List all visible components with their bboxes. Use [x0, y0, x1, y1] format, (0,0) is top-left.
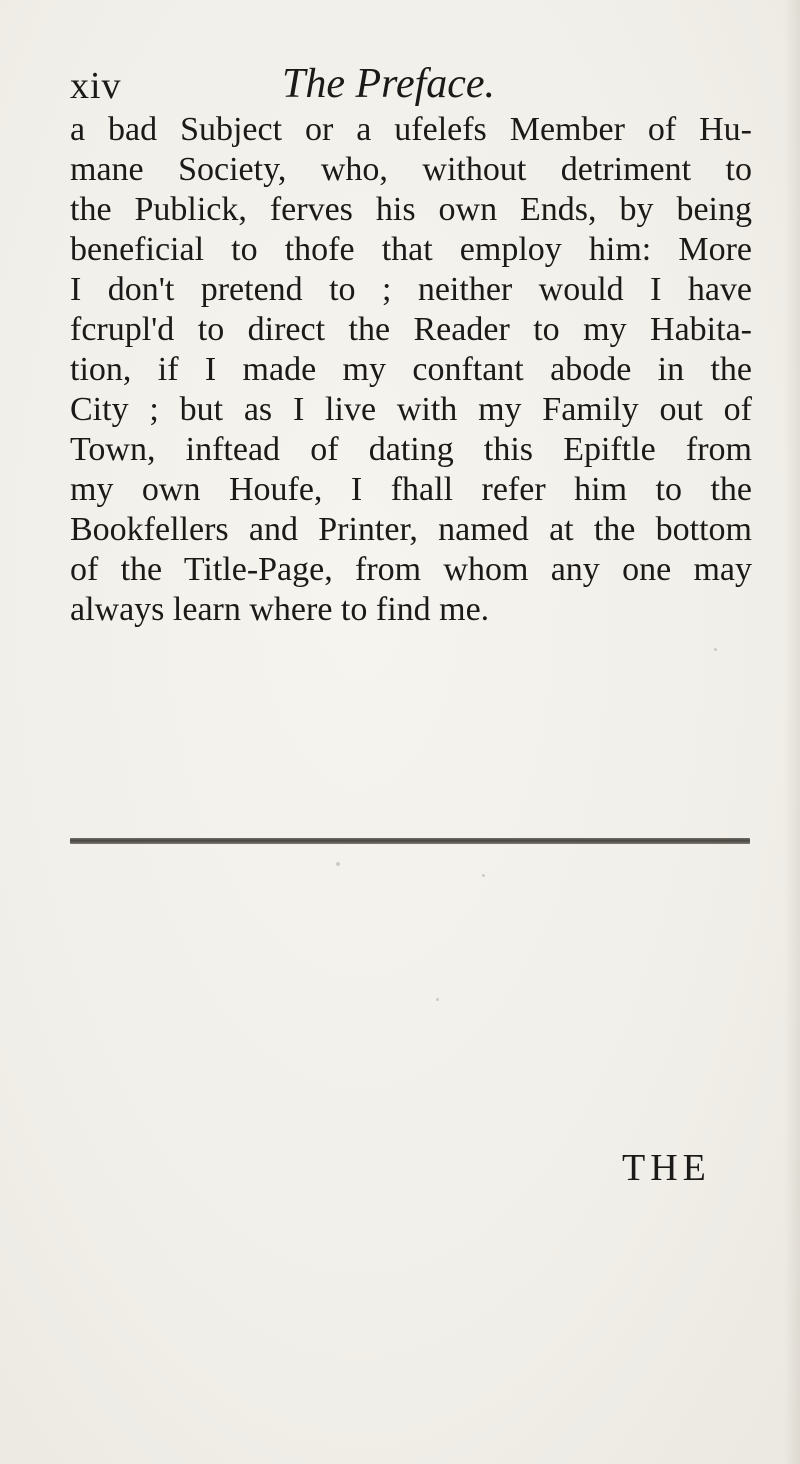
page-edge-shadow — [784, 0, 800, 1464]
decorative-rule — [70, 838, 750, 844]
paper-speck — [482, 874, 485, 877]
paper-speck — [336, 862, 340, 866]
paper-speck — [436, 998, 439, 1001]
text-line: fcrupl'd to direct the Reader to my Habita- — [70, 311, 752, 348]
text-line: tion, if I made my conftant abode in the — [70, 351, 752, 388]
text-line: City ; but as I live with my Family out of — [70, 391, 752, 428]
page-header — [70, 60, 750, 110]
text-line: of the Title-Page, from whom any one may — [70, 551, 752, 588]
text-line: Bookfellers and Printer, named at the bottom — [70, 511, 752, 548]
text-line: a bad Subject or a ufelefs Member of Hu- — [70, 111, 752, 148]
text-line: beneficial to thofe that employ him: More — [70, 231, 752, 268]
page-number: xiv — [70, 65, 122, 107]
text-line: always learn where to find me. — [70, 591, 490, 628]
body-text — [70, 110, 770, 630]
catchword: THE — [622, 1147, 711, 1189]
text-line: I don't pretend to ; neither would I have — [70, 271, 752, 308]
text-line: my own Houfe, I fhall refer him to the — [70, 471, 752, 508]
running-head: The Preface. — [282, 61, 496, 107]
paper-speck — [714, 648, 717, 651]
text-line: Town, inftead of dating this Epiftle from — [70, 431, 752, 468]
text-line: the Publick, ferves his own Ends, by being — [70, 191, 752, 228]
text-line: mane Society, who, without detriment to — [70, 151, 752, 188]
